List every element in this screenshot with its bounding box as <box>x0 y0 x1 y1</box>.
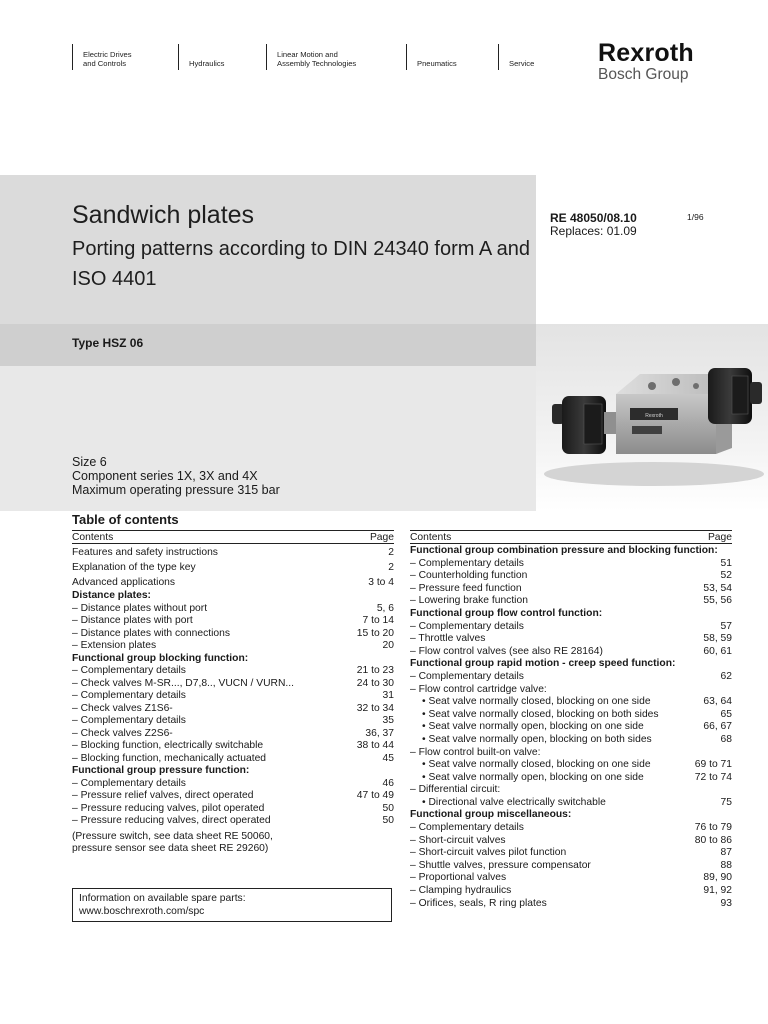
toc-entry-text: • Directional valve electrically switchable <box>422 796 606 808</box>
toc-entry-page: 7 to 14 <box>362 615 394 626</box>
toc-entry-text: – Extension plates <box>72 640 157 651</box>
toc-entry-text: – Blocking function, mechanically actuated <box>72 752 267 764</box>
toc-left-rows <box>72 545 394 828</box>
toc-entry[interactable] <box>72 628 394 641</box>
toc-entry-page: 53, 54 <box>703 582 732 594</box>
nav-item-line2: Hydraulics <box>189 59 225 68</box>
toc-entry-text: Explanation of the type key <box>72 562 196 573</box>
toc-entry-page: 62 <box>720 670 732 682</box>
toc-entry-text: • Seat valve normally closed, blocking on one side <box>422 696 651 708</box>
toc-entry-text: – Flow control valves (see also RE 28164) <box>410 645 603 657</box>
replaces-info: Replaces: 01.09 <box>550 224 637 238</box>
toc-entry[interactable] <box>410 835 732 848</box>
toc-entry[interactable] <box>410 595 732 608</box>
toc-entry-text: – Complementary details <box>410 822 524 834</box>
spec-component-series: Component series 1X, 3X and 4X <box>72 469 258 483</box>
valve-illustration <box>536 324 768 511</box>
toc-entry-text: – Short-circuit valves pilot function <box>410 847 567 859</box>
toc-entry-text: Functional group flow control function: <box>410 607 603 619</box>
nav-item-line2: Assembly Technologies <box>277 59 357 68</box>
toc-entry[interactable] <box>410 583 732 596</box>
toc-entry-text: – Short-circuit valves <box>410 834 506 846</box>
toc-entry[interactable] <box>72 640 394 653</box>
toc-entry-text: – Throttle valves <box>410 633 486 645</box>
toc-entry[interactable] <box>72 590 394 603</box>
toc-entry-text: – Check valves Z2S6- <box>72 727 173 739</box>
toc-entry-page: 38 to 44 <box>356 740 394 751</box>
toc-entry-page: 51 <box>720 557 732 569</box>
toc-entry-text: Functional group pressure function: <box>72 765 250 776</box>
nav-item-line2: and Controls <box>83 59 127 68</box>
toc-entry[interactable] <box>410 797 732 810</box>
toc-entry-page: 66, 67 <box>703 721 732 733</box>
toc-entry[interactable] <box>72 715 394 728</box>
toc-entry[interactable] <box>410 885 732 898</box>
toc-entry-text: • Seat valve normally open, blocking on both sides <box>422 733 652 745</box>
toc-entry-page: 45 <box>382 752 394 764</box>
nav-item-linear-motion[interactable] <box>266 44 356 70</box>
rexroth-logo <box>598 40 694 83</box>
toc-header-contents: Contents <box>410 532 452 543</box>
toc-entry[interactable] <box>72 740 394 753</box>
toc-entry-page: 87 <box>720 847 732 859</box>
toc-entry-page: 93 <box>720 897 732 909</box>
nav-item-line2: Pneumatics <box>417 59 457 68</box>
document-number: RE 48050/08.10 <box>550 211 637 225</box>
toc-entry-text: – Pressure reducing valves, direct operated <box>72 815 271 826</box>
toc-entry-page: 72 to 74 <box>694 771 732 783</box>
toc-entry-text: – Pressure relief valves, direct operated <box>72 790 254 801</box>
toc-entry-page: 21 to 23 <box>356 665 394 676</box>
toc-entry-text: – Flow control built-on valve: <box>410 746 541 758</box>
toc-entry-page: 75 <box>720 796 732 808</box>
toc-note-line1: (Pressure switch, see data sheet RE 50060, <box>72 830 273 842</box>
toc-entry-text: – Check valves Z1S6- <box>72 702 173 714</box>
toc-entry-text: – Complementary details <box>72 690 186 701</box>
toc-entry-text: – Complementary details <box>410 670 524 682</box>
toc-entry-page: 91, 92 <box>703 885 732 897</box>
toc-entry-page: 24 to 30 <box>356 677 394 689</box>
page-title: Sandwich plates <box>72 201 255 229</box>
toc-entry-text: – Orifices, seals, R ring plates <box>410 897 547 909</box>
toc-entry-text: – Flow control cartridge valve: <box>410 683 547 695</box>
toc-entry-page: 2 <box>388 562 394 573</box>
toc-entry[interactable] <box>410 646 732 659</box>
toc-entry[interactable] <box>410 772 732 785</box>
toc-entry[interactable] <box>72 560 394 575</box>
toc-entry-text: – Check valves M-SR..., D7,8.., VUCN / VURN... <box>72 677 295 689</box>
toc-entry[interactable] <box>72 815 394 828</box>
toc-entry-text: – Proportional valves <box>410 872 507 884</box>
toc-entry-page: 46 <box>382 777 394 789</box>
toc-entry[interactable] <box>410 898 732 911</box>
toc-entry[interactable] <box>410 696 732 709</box>
toc-entry[interactable] <box>410 734 732 747</box>
toc-entry[interactable] <box>72 728 394 741</box>
toc-entry-text: • Seat valve normally open, blocking on one side <box>422 771 644 783</box>
toc-entry[interactable] <box>72 665 394 678</box>
nav-item-line1 <box>189 50 224 59</box>
spare-parts-info: Information on available spare parts: <box>79 893 246 904</box>
toc-entry[interactable] <box>410 847 732 860</box>
toc-entry-text: Functional group combination pressure and blocking function: <box>410 545 718 556</box>
logo-main-text: Rexroth <box>598 39 694 67</box>
toc-entry-page: 58, 59 <box>703 633 732 645</box>
nav-item-pneumatics[interactable] <box>406 44 457 70</box>
toc-entry-page: 80 to 86 <box>694 834 732 846</box>
toc-entry[interactable] <box>410 721 732 734</box>
toc-entry[interactable] <box>410 747 732 760</box>
product-photo <box>536 324 768 511</box>
toc-entry-text: – Distance plates without port <box>72 602 208 614</box>
toc-entry-page: 55, 56 <box>703 595 732 607</box>
toc-entry[interactable] <box>410 633 732 646</box>
toc-entry-page: 88 <box>720 859 732 871</box>
toc-entry-page: 2 <box>388 547 394 558</box>
toc-entry[interactable] <box>72 603 394 616</box>
toc-entry-page: 76 to 79 <box>694 822 732 834</box>
toc-entry-text: – Clamping hydraulics <box>410 885 512 897</box>
toc-entry-text: – Lowering brake function <box>410 595 528 607</box>
toc-entry-text: Advanced applications <box>72 577 176 588</box>
toc-entry-page: 50 <box>382 815 394 826</box>
toc-entry[interactable] <box>72 690 394 703</box>
toc-entry[interactable] <box>410 809 732 822</box>
toc-entry-text: Functional group blocking function: <box>72 652 249 664</box>
toc-entry-text: Features and safety instructions <box>72 547 218 558</box>
toc-right-rows <box>410 545 732 910</box>
toc-entry[interactable] <box>410 759 732 772</box>
toc-entry[interactable] <box>410 684 732 697</box>
toc-entry[interactable] <box>410 545 732 558</box>
nav-item-service[interactable] <box>498 44 534 70</box>
toc-entry-page: 50 <box>382 802 394 814</box>
spec-max-pressure: Maximum operating pressure 315 bar <box>72 483 280 497</box>
toc-entry-text: – Blocking function, electrically switchable <box>72 740 264 751</box>
toc-entry-page: 20 <box>382 640 394 651</box>
toc-entry-text: • Seat valve normally closed, blocking on both sides <box>422 708 659 720</box>
toc-entry[interactable] <box>72 790 394 803</box>
type-label: Type HSZ 06 <box>72 336 144 350</box>
nav-item-line1: Linear Motion and <box>277 50 338 59</box>
toc-entry[interactable] <box>72 703 394 716</box>
page-number: 1/96 <box>687 212 704 222</box>
toc-entry-text: – Pressure feed function <box>410 582 522 594</box>
toc-entry-page: 35 <box>382 715 394 726</box>
toc-entry-text: Functional group miscellaneous: <box>410 809 572 821</box>
toc-entry-page: 69 to 71 <box>694 759 732 771</box>
toc-note-line2: pressure sensor see data sheet RE 29260) <box>72 843 269 854</box>
toc-entry-text: – Differential circuit: <box>410 784 501 796</box>
toc-entry-page: 68 <box>720 733 732 745</box>
logo-sub-text: Bosch Group <box>598 66 689 83</box>
toc-header-page: Page <box>369 532 394 543</box>
valve-label-text: Rexroth <box>645 413 663 419</box>
toc-left-column <box>72 530 394 856</box>
toc-entry-page: 3 to 4 <box>368 577 394 588</box>
toc-title: Table of contents <box>72 512 179 527</box>
toc-entry[interactable] <box>410 784 732 797</box>
toc-entry-page: 57 <box>720 620 732 632</box>
toc-entry-page: 65 <box>720 708 732 720</box>
toc-entry[interactable] <box>410 658 732 671</box>
nav-item-line1 <box>509 50 534 59</box>
toc-entry-page: 5, 6 <box>376 602 394 614</box>
toc-entry[interactable] <box>410 671 732 684</box>
toc-right-column <box>410 530 732 910</box>
toc-entry-text: – Shuttle valves, pressure compensator <box>410 859 591 871</box>
nav-item-line1: Electric Drives <box>83 50 132 59</box>
toc-entry-text: Functional group rapid motion - creep speed function: <box>410 658 676 670</box>
toc-entry-page: 32 to 34 <box>356 702 394 714</box>
nav-item-electric-drives[interactable] <box>72 44 132 70</box>
toc-entry[interactable] <box>72 575 394 590</box>
toc-entry[interactable] <box>72 615 394 628</box>
toc-entry-page: 63, 64 <box>703 696 732 708</box>
toc-entry[interactable] <box>72 678 394 691</box>
toc-entry-text: – Counterholding function <box>410 570 528 582</box>
toc-entry[interactable] <box>72 545 394 560</box>
toc-entry[interactable] <box>72 653 394 666</box>
nav-item-line2: Service <box>509 59 535 68</box>
toc-entry-page: 31 <box>382 690 394 701</box>
spare-parts-link[interactable]: www.boschrexroth.com/spc <box>79 906 205 917</box>
toc-entry-text: – Complementary details <box>410 557 524 569</box>
toc-entry-page: 15 to 20 <box>356 627 394 639</box>
nav-item-line1 <box>417 50 457 59</box>
toc-left-note <box>72 831 394 856</box>
toc-entry[interactable] <box>410 570 732 583</box>
toc-entry-page: 89, 90 <box>703 872 732 884</box>
nav-item-hydraulics[interactable] <box>178 44 224 70</box>
toc-entry[interactable] <box>72 753 394 766</box>
toc-entry[interactable] <box>410 608 732 621</box>
toc-entry[interactable] <box>410 860 732 873</box>
toc-entry[interactable] <box>410 709 732 722</box>
toc-entry-text: – Complementary details <box>72 665 186 676</box>
toc-header-row <box>72 530 394 544</box>
toc-header-contents: Contents <box>72 532 114 543</box>
spare-parts-box <box>72 888 392 922</box>
toc-entry[interactable] <box>410 872 732 885</box>
page-subtitle: Porting patterns according to DIN 24340 form A and ISO 4401 <box>72 238 531 290</box>
toc-entry-text: Distance plates: <box>72 590 151 601</box>
toc-entry[interactable] <box>72 778 394 791</box>
toc-entry-text: – Distance plates with connections <box>72 627 230 639</box>
toc-entry-text: • Seat valve normally closed, blocking on one side <box>422 759 651 771</box>
toc-entry[interactable] <box>72 803 394 816</box>
toc-entry-text: – Complementary details <box>72 715 186 726</box>
toc-entry-text: – Distance plates with port <box>72 615 193 626</box>
toc-entry-text: – Complementary details <box>72 777 186 789</box>
spec-size: Size 6 <box>72 455 107 469</box>
toc-entry-page: 47 to 49 <box>356 790 394 801</box>
toc-entry-text: • Seat valve normally open, blocking on one side <box>422 721 644 733</box>
toc-header-page: Page <box>707 532 732 543</box>
toc-entry[interactable] <box>410 558 732 571</box>
toc-entry-text: – Pressure reducing valves, pilot operated <box>72 802 265 814</box>
toc-entry[interactable] <box>410 621 732 634</box>
toc-entry[interactable] <box>72 765 394 778</box>
toc-header-row <box>410 530 732 544</box>
toc-entry-page: 60, 61 <box>703 645 732 657</box>
toc-entry-page: 36, 37 <box>365 727 394 739</box>
toc-entry-text: – Complementary details <box>410 620 524 632</box>
toc-entry-page: 52 <box>720 570 732 582</box>
toc-entry[interactable] <box>410 822 732 835</box>
